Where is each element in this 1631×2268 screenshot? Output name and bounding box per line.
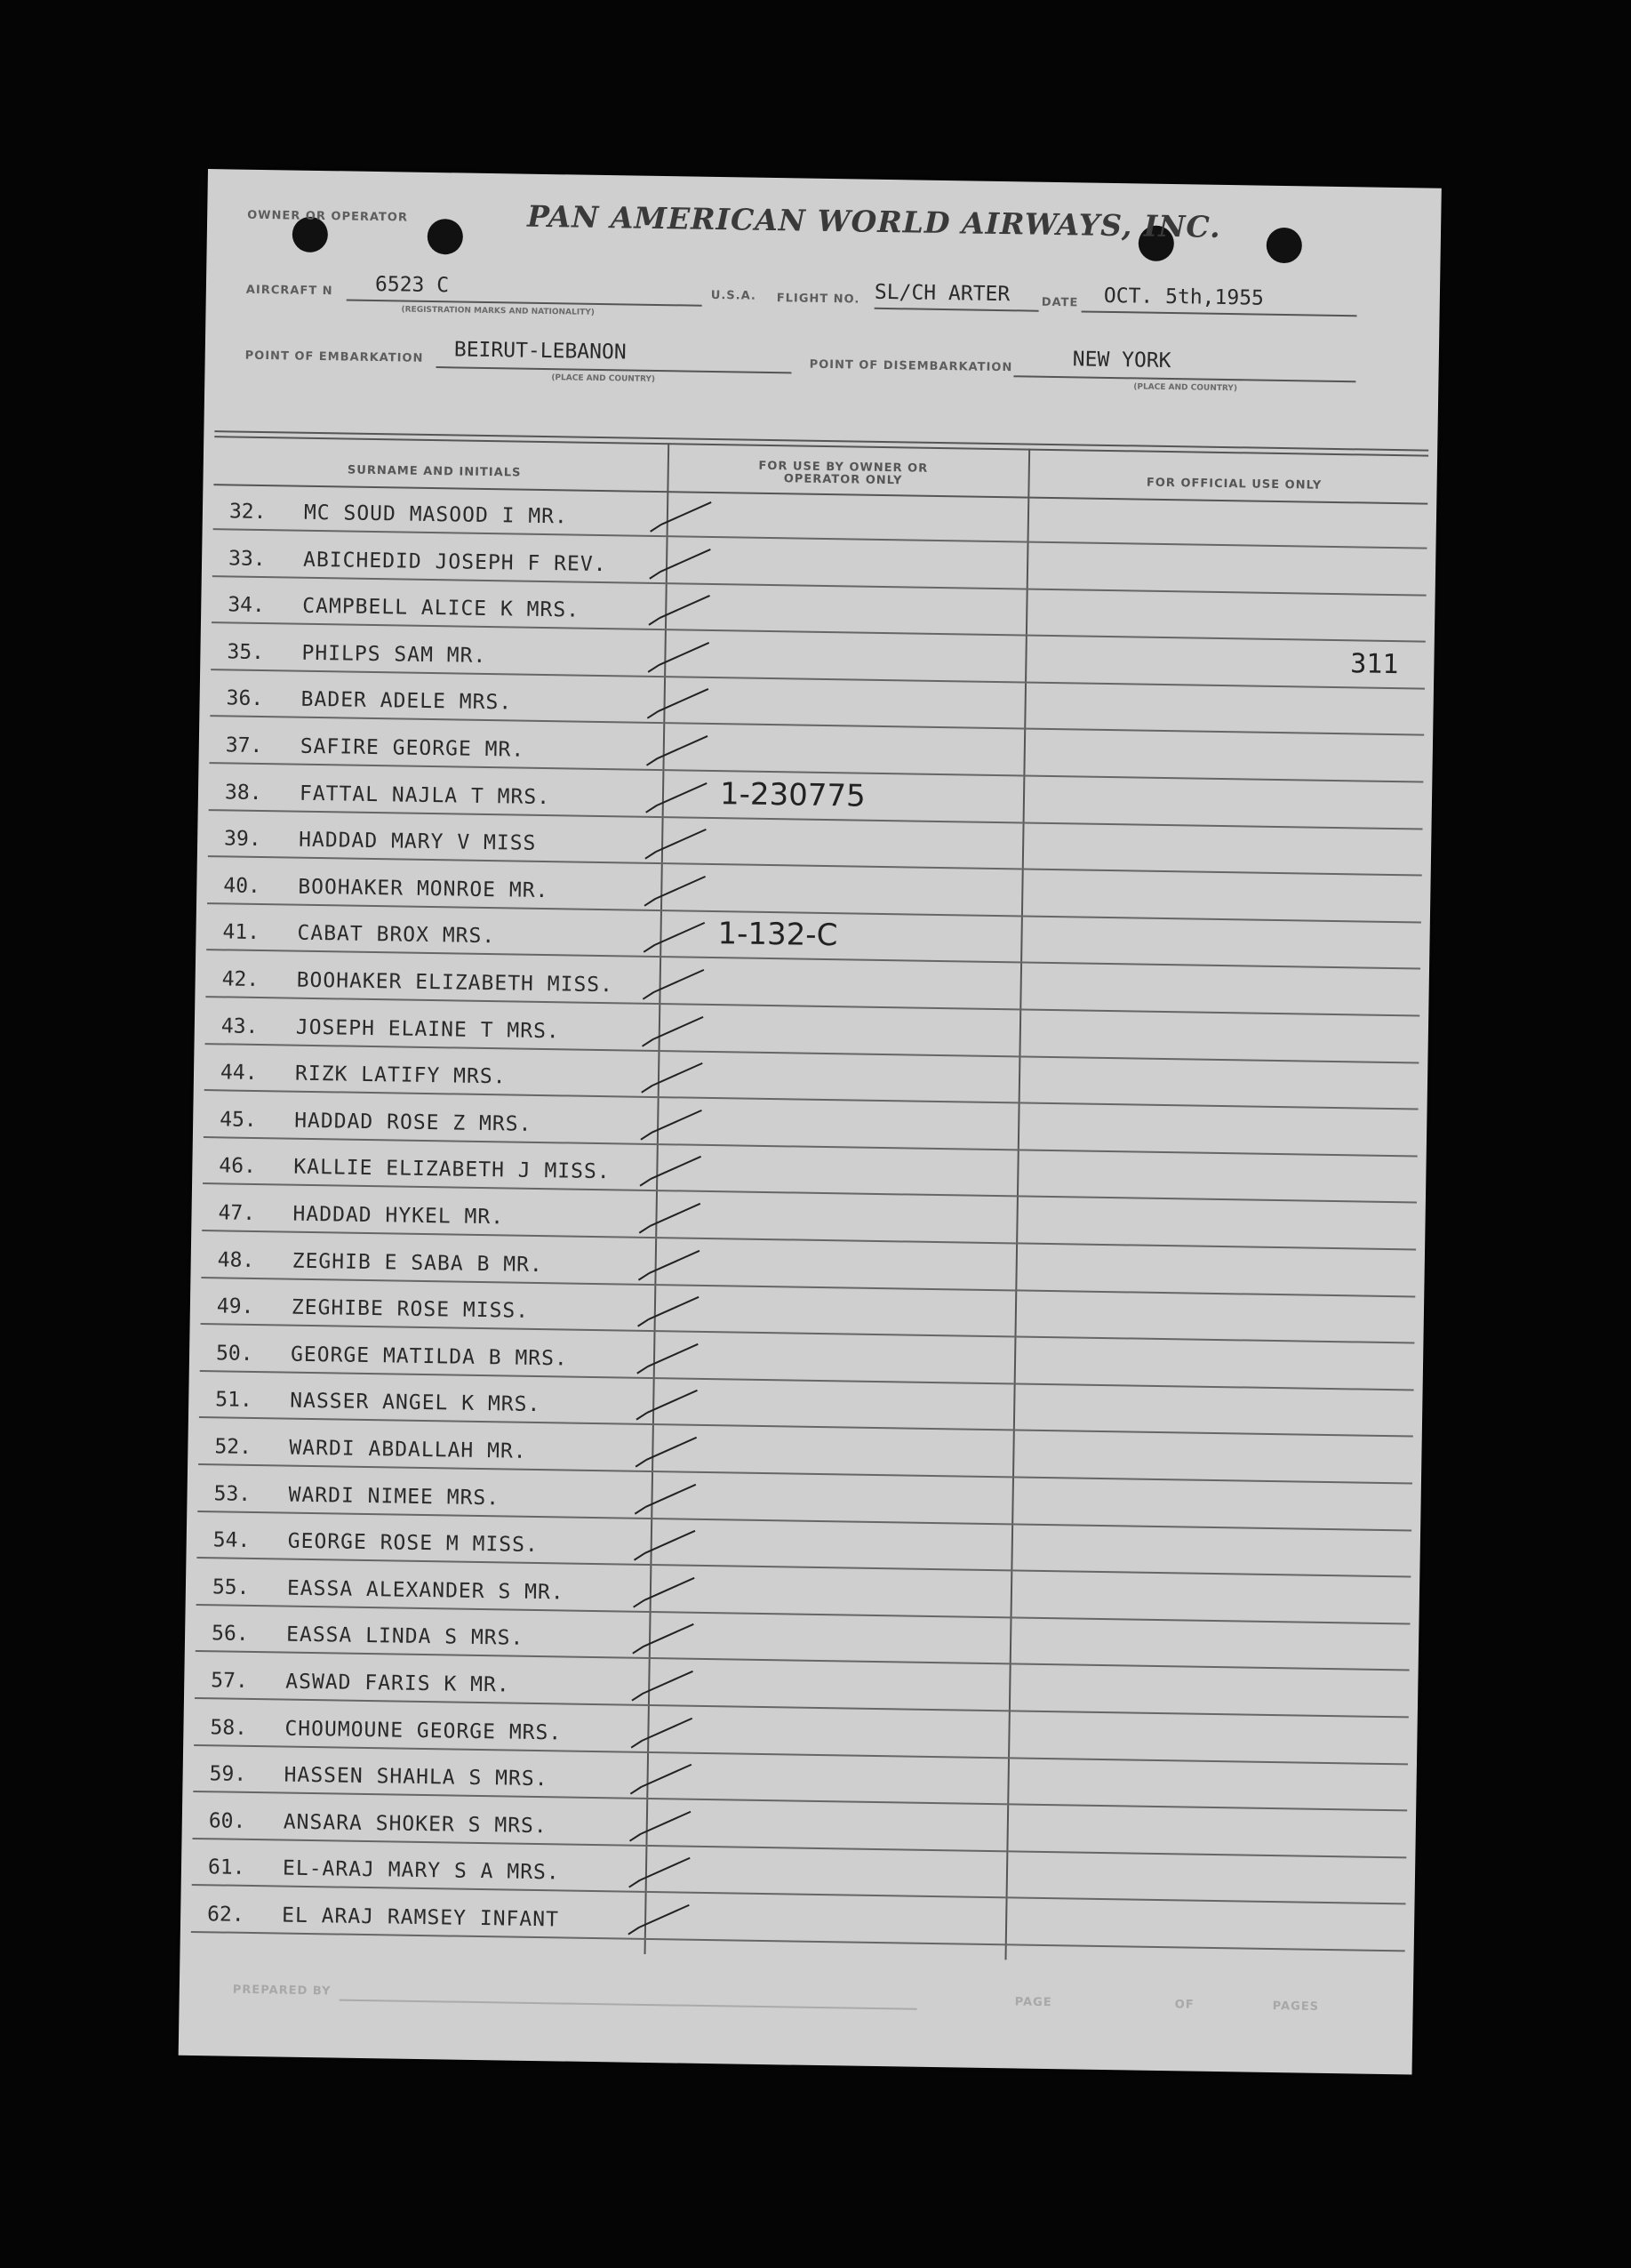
check-mark-icon [635, 1386, 707, 1423]
check-mark-icon [627, 1901, 699, 1937]
passenger-name: HADDAD MARY V MISS [298, 828, 537, 856]
flight-label: FLIGHT NO. [776, 292, 860, 307]
column-header-surname: SURNAME AND INITIALS [347, 463, 522, 480]
disembarkation-caption: (PLACE AND COUNTRY) [1133, 382, 1238, 394]
disembarkation-label: POINT OF DISEMBARKATION [809, 357, 1013, 375]
column-header-owner-use: FOR USE BY OWNER OR OPERATOR ONLY [758, 459, 929, 488]
passenger-name: EL ARAJ RAMSEY INFANT [281, 1903, 560, 1932]
footer [232, 1983, 1344, 2014]
passenger-name: EASSA LINDA S MRS. [285, 1623, 524, 1651]
passenger-number: 62. [206, 1903, 244, 1927]
passenger-number: 58. [210, 1715, 248, 1740]
passenger-name: SAFIRE GEORGE MR. [300, 734, 525, 762]
passenger-number: 61. [207, 1855, 245, 1880]
passenger-number: 57. [211, 1669, 249, 1693]
check-mark-icon [643, 872, 715, 909]
passenger-number: 37. [225, 733, 263, 758]
passenger-name: KALLIE ELIZABETH J MISS. [293, 1156, 611, 1184]
check-mark-icon [646, 638, 718, 675]
passenger-name: WARDI NIMEE MRS. [288, 1483, 500, 1510]
passenger-name: NASSER ANGEL K MRS. [290, 1390, 541, 1417]
check-mark-icon [628, 1760, 700, 1797]
passenger-number: 50. [215, 1342, 253, 1366]
passenger-number: 52. [214, 1435, 252, 1459]
passenger-number: 41. [222, 920, 260, 945]
passenger-name: JOSEPH ELAINE T MRS. [295, 1015, 560, 1043]
check-mark-icon [644, 825, 716, 862]
passenger-number: 40. [223, 874, 261, 898]
check-mark-icon [648, 544, 720, 581]
check-mark-icon [639, 1106, 711, 1142]
passenger-number: 42. [221, 967, 260, 992]
passenger-number: 56. [211, 1622, 249, 1647]
passenger-number: 46. [219, 1154, 257, 1179]
check-mark-icon [632, 1573, 704, 1609]
passenger-name: GEORGE ROSE M MISS. [287, 1529, 540, 1558]
check-mark-icon [630, 1667, 702, 1703]
passenger-number: 32. [228, 500, 267, 525]
passenger-number: 34. [228, 593, 266, 618]
company-name: PAN AMERICAN WORLD AIRWAYS, INC. [526, 198, 1221, 244]
embarkation-value: BEIRUT-LEBANON [453, 338, 627, 365]
disembarkation-value: NEW YORK [1072, 348, 1171, 373]
column-header-official-use: FOR OFFICIAL USE ONLY [1146, 476, 1323, 493]
pages-label: PAGES [1272, 2000, 1320, 2014]
check-mark-icon [640, 1059, 712, 1095]
passenger-number: 35. [227, 640, 265, 664]
passenger-name: HADDAD ROSE Z MRS. [293, 1109, 532, 1136]
aircraft-value: 6523 C [374, 272, 450, 298]
passenger-number: 53. [213, 1481, 252, 1506]
passenger-name: CABAT BROX MRS. [297, 922, 496, 949]
passenger-number: 36. [226, 686, 264, 711]
passenger-number: 47. [218, 1201, 256, 1225]
passenger-name: ABICHEDID JOSEPH F REV. [302, 548, 607, 576]
passenger-name: CHOUMOUNE GEORGE MRS. [284, 1717, 563, 1745]
embarkation-caption: (PLACE AND COUNTRY) [551, 373, 656, 384]
check-mark-icon [636, 1246, 708, 1282]
check-mark-icon [647, 591, 719, 628]
aircraft-label: AIRCRAFT N [245, 283, 333, 299]
passenger-number: 39. [223, 827, 261, 852]
embarkation-label: POINT OF EMBARKATION [244, 349, 424, 365]
passenger-number: 48. [217, 1247, 255, 1272]
official-note: 311 [1349, 648, 1399, 680]
passenger-name: CAMPBELL ALICE K MRS. [302, 594, 580, 622]
passenger-number: 51. [215, 1388, 252, 1413]
check-mark-icon [641, 1012, 713, 1048]
country-label: U.S.A. [710, 288, 756, 303]
owner-note: 1-132-C [717, 916, 838, 954]
check-mark-icon [633, 1479, 705, 1516]
passenger-number: 33. [228, 547, 266, 571]
passenger-name: GEORGE MATILDA B MRS. [290, 1342, 569, 1371]
passenger-number: 55. [212, 1575, 250, 1599]
check-mark-icon [644, 778, 716, 814]
check-mark-icon [644, 732, 716, 768]
passenger-name: ZEGHIB E SABA B MR. [292, 1249, 543, 1277]
passenger-number: 38. [224, 780, 262, 805]
check-mark-icon [641, 966, 713, 1002]
passenger-number: 59. [209, 1762, 247, 1787]
check-mark-icon [642, 918, 714, 955]
passenger-name: FATTAL NAJLA T MRS. [299, 781, 551, 809]
check-mark-icon [638, 1152, 710, 1189]
check-mark-icon [629, 1713, 701, 1750]
passenger-number: 43. [220, 1014, 259, 1038]
passenger-number: 60. [208, 1809, 246, 1833]
passenger-name: WARDI ABDALLAH MR. [289, 1436, 527, 1463]
passenger-name: BOOHAKER MONROE MR. [298, 875, 549, 902]
of-label: OF [1174, 1998, 1195, 2012]
passenger-name: HASSEN SHAHLA S MRS. [284, 1763, 548, 1791]
check-mark-icon [649, 498, 721, 534]
owner-label: OWNER OR OPERATOR [247, 208, 409, 225]
passenger-name: ANSARA SHOKER S MRS. [283, 1810, 548, 1839]
check-mark-icon [637, 1199, 709, 1236]
passenger-number: 44. [220, 1061, 258, 1086]
passenger-number: 45. [220, 1108, 257, 1132]
passenger-number: 54. [212, 1528, 251, 1553]
prepared-label: PREPARED BY [232, 1983, 332, 1999]
check-mark-icon [628, 1854, 700, 1890]
registration-caption: (REGISTRATION MARKS AND NATIONALITY) [401, 305, 595, 317]
date-value: OCT. 5th,1955 [1103, 284, 1265, 310]
check-mark-icon [636, 1293, 708, 1329]
passenger-name: RIZK LATIFY MRS. [294, 1062, 507, 1089]
passenger-name: HADDAD HYKEL MR. [292, 1202, 505, 1230]
passenger-name: ASWAD FARIS K MR. [285, 1670, 510, 1697]
punch-hole [428, 219, 464, 255]
check-mark-icon [632, 1527, 704, 1563]
passenger-name: ZEGHIBE ROSE MISS. [291, 1295, 530, 1324]
passenger-name: EASSA ALEXANDER S MR. [286, 1576, 564, 1605]
manifest-sheet [179, 169, 1442, 2075]
check-mark-icon [631, 1620, 703, 1656]
flight-value: SL/CH ARTER [874, 280, 1011, 307]
passenger-name: PHILPS SAM MR. [301, 641, 487, 668]
owner-note: 1-230775 [719, 775, 867, 814]
page-label: PAGE [1014, 1995, 1052, 2010]
passenger-name: BOOHAKER ELIZABETH MISS. [296, 968, 614, 998]
date-label: DATE [1041, 295, 1079, 310]
passenger-name: EL-ARAJ MARY S A MRS. [282, 1856, 560, 1885]
check-mark-icon [634, 1433, 706, 1470]
punch-hole [1266, 228, 1302, 264]
check-mark-icon [636, 1340, 708, 1376]
passenger-name: MC SOUD MASOOD I MR. [303, 501, 569, 529]
check-mark-icon [645, 685, 717, 721]
passenger-name: BADER ADELE MRS. [300, 688, 513, 715]
passenger-number: 49. [216, 1294, 254, 1319]
check-mark-icon [628, 1807, 700, 1843]
